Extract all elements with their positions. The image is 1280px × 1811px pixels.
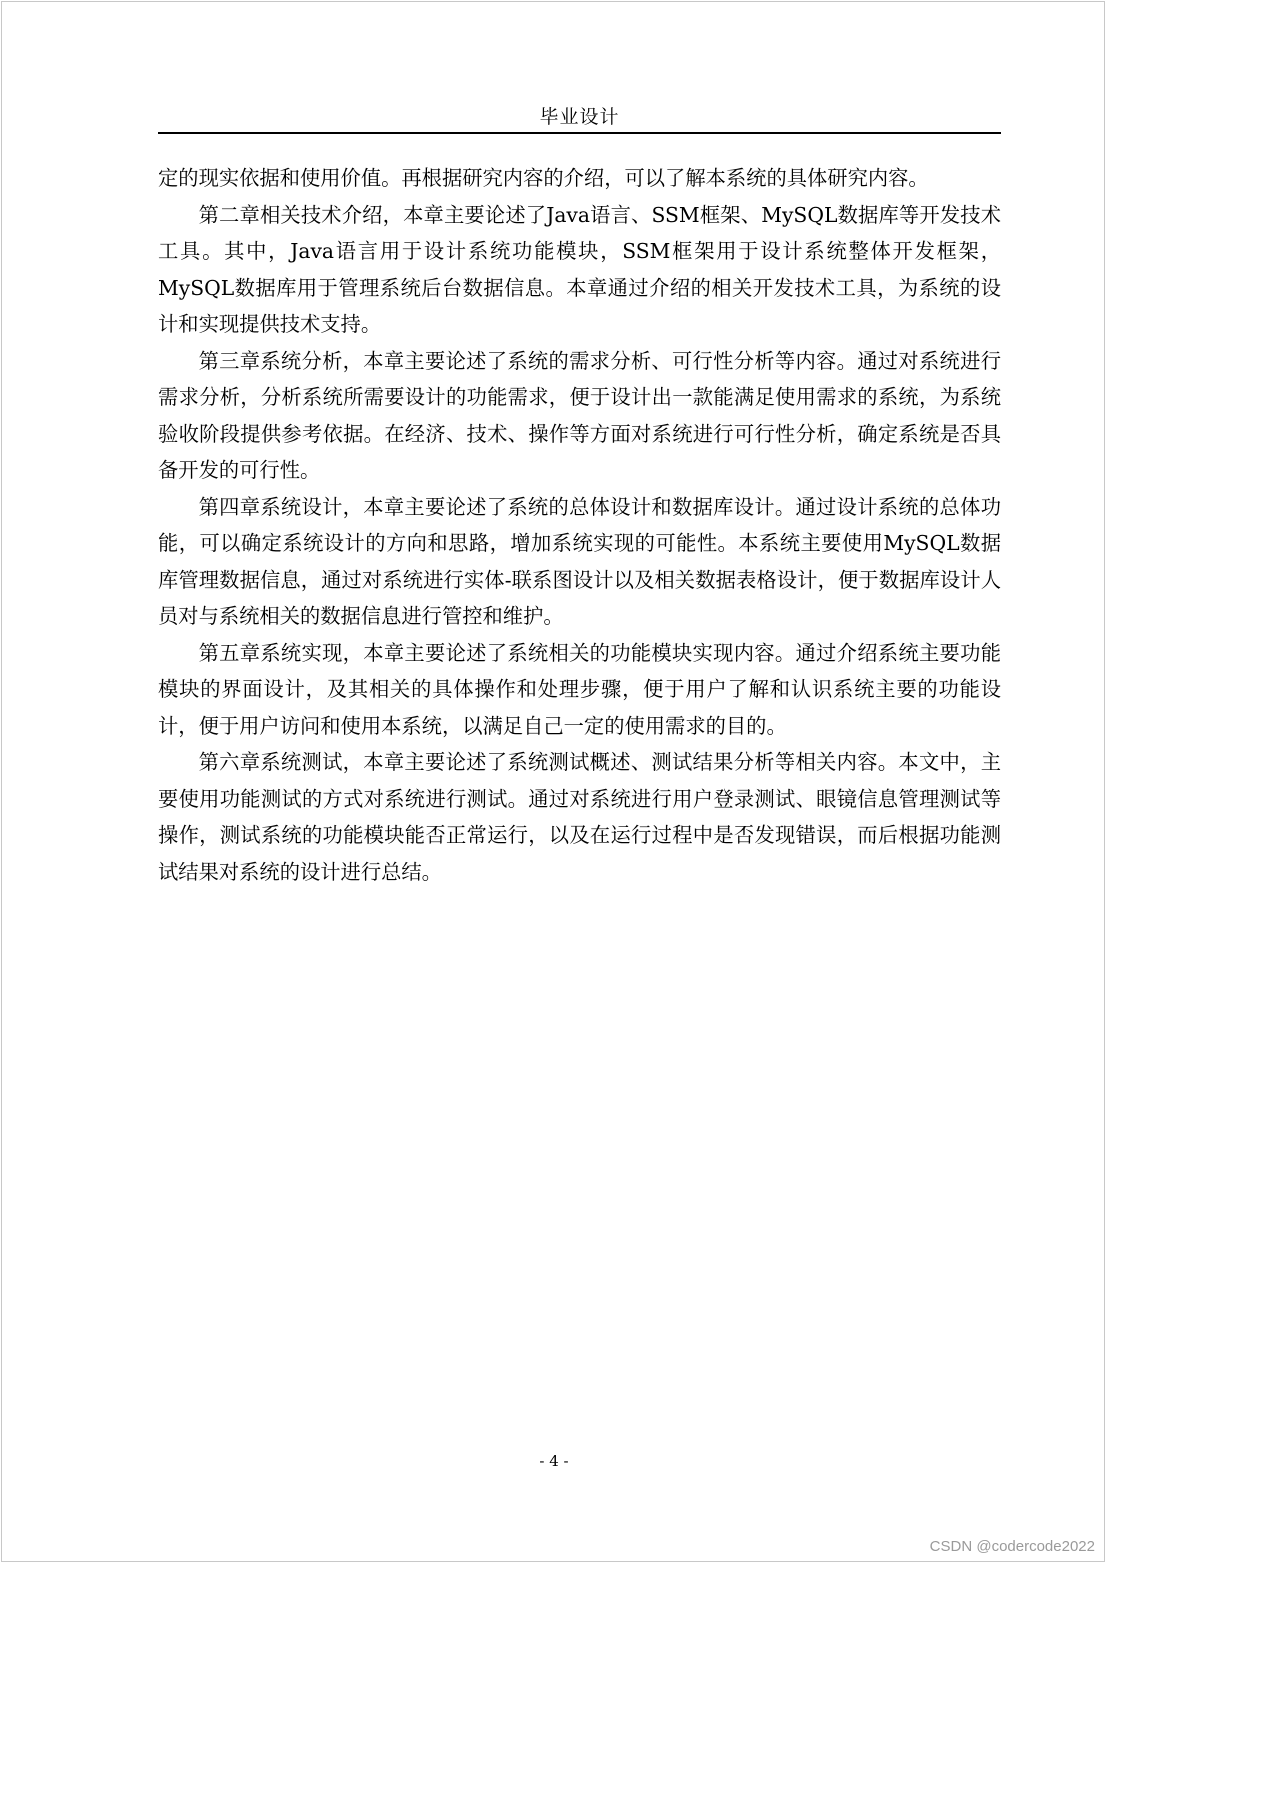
paragraph: 定的现实依据和使用价值。再根据研究内容的介绍，可以了解本系统的具体研究内容。	[158, 166, 929, 190]
document-body	[158, 160, 1001, 890]
paragraph: 第五章系统实现，本章主要论述了系统相关的功能模块实现内容。通过介绍系统主要功能模块的界面设计，及其相关的具体操作和处理步骤，便于用户了解和认识系统主要的功能设计，便于用户访问和使用本系统，以满足自己一定的使用需求的目的。	[158, 640, 1001, 738]
page-header	[158, 104, 1001, 134]
page-number: - 4 -	[539, 1452, 569, 1470]
header-title: 毕业设计	[539, 106, 620, 128]
paragraph: 第四章系统设计，本章主要论述了系统的总体设计和数据库设计。通过设计系统的总体功能，可以确定系统设计的方向和思路，增加系统实现的可能性。本系统主要使用MySQL数据库管理数据信息，通过对系统进行实体-联系图设计以及相关数据表格设计，便于数据库设计人员对与系统相关的数据信息进行管控和维护。	[158, 494, 1001, 628]
paragraph: 第二章相关技术介绍，本章主要论述了Java语言、SSM框架、MySQL数据库等开发技术工具。其中，Java语言用于设计系统功能模块，SSM框架用于设计系统整体开发框架，MySQL数据库用于管理系统后台数据信息。本章通过介绍的相关开发技术工具，为系统的设计和实现提供技术支持。	[158, 202, 1001, 336]
paragraph: 第三章系统分析，本章主要论述了系统的需求分析、可行性分析等内容。通过对系统进行需求分析，分析系统所需要设计的功能需求，便于设计出一款能满足使用需求的系统，为系统验收阶段提供参考依据。在经济、技术、操作等方面对系统进行可行性分析，确定系统是否具备开发的可行性。	[158, 348, 1001, 482]
paragraph: 第六章系统测试，本章主要论述了系统测试概述、测试结果分析等相关内容。本文中，主要使用功能测试的方式对系统进行测试。通过对系统进行用户登录测试、眼镜信息管理测试等操作，测试系统的功能模块能否正常运行，以及在运行过程中是否发现错误，而后根据功能测试结果对系统的设计进行总结。	[158, 750, 1001, 884]
watermark: CSDN @codercode2022	[929, 1538, 1095, 1555]
